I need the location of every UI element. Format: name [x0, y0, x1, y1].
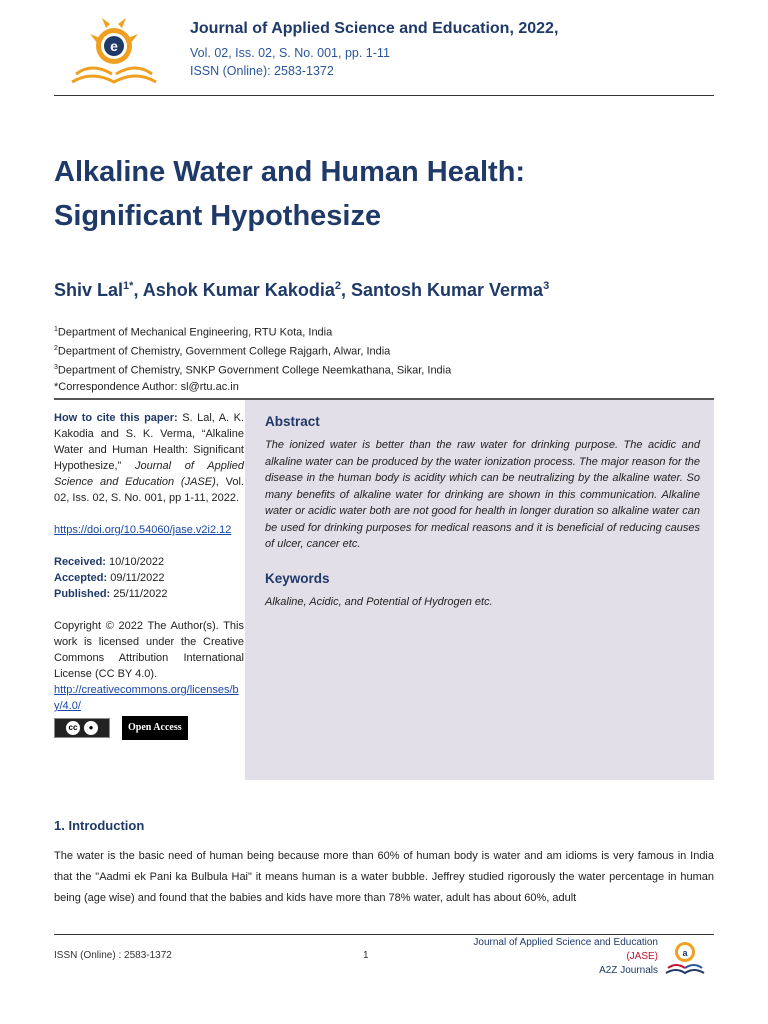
a2z-journals-logo	[664, 938, 706, 976]
footer-divider	[54, 934, 714, 935]
abstract-box	[251, 400, 714, 780]
footer-journal-abbr: (JASE)	[626, 951, 658, 962]
footer-issn: ISSN (Online) : 2583-1372	[54, 950, 172, 961]
doi-link[interactable]: https://doi.org/10.54060/jase.v2i2.12	[54, 524, 232, 536]
open-access-badge: Open Access	[122, 716, 188, 740]
accepted-date: Accepted: 09/11/2022	[54, 572, 165, 584]
issn-info: ISSN (Online): 2583-1372	[190, 64, 334, 78]
abstract-text: The ionized water is better than the raw water for drinking purpose. The acidic and alkaline water can be produced by the water ionization process. The major reason for the disease in the human body is acidity which can be neutralizing by the alkaline water. So many benefits of alkaline water for drinking are shown in this communication. Alkaline water or acidic water both are not good for health in longer duration so alkaline water can be used for drinking purposes for medical reasons and it is beneficial of reducing causes of ulcer, cancer etc.	[265, 439, 700, 550]
journal-logo	[68, 12, 160, 88]
introduction-text: The water is the basic need of human being because more than 60% of human body is water and am idioms is very famous in India that the "Aadmi ek Pani ka Bulbula Hai" it means human is a water bubble. Jeffrey studied rigorously the water percentage in human being (age wise) and found that the babies and kids have more than 78% water, adult has about 60%, adult	[54, 850, 714, 904]
author-name: Santosh Kumar Verma	[350, 280, 544, 300]
paper-title-line2: Significant Hypothesize	[54, 200, 382, 232]
cc-by-badge[interactable]	[54, 718, 110, 738]
author-affil-sup: 1*	[123, 280, 134, 292]
footer-journal-name: Journal of Applied Science and Education	[473, 937, 658, 948]
page-number: 1	[363, 950, 369, 961]
affiliations	[54, 322, 451, 396]
affiliation-item: $^3$Department of Chemistry, SNKP Government College Neemkathana, Sikar, India	[54, 364, 452, 377]
doi-block	[54, 522, 244, 538]
author-name: Shiv Lal	[54, 280, 124, 300]
author-affil-sup: 3	[543, 280, 550, 292]
svg-text:e: e	[110, 38, 118, 54]
license-link[interactable]: http://creativecommons.org/licenses/by/4.0/	[54, 684, 239, 712]
license-badges	[54, 716, 244, 740]
affiliation-item: $^2$Department of Chemistry, Government College Rajgarh, Alwar, India	[54, 345, 391, 358]
copyright-block	[54, 618, 244, 740]
affiliation-item: $^1$Department of Mechanical Engineering, RTU Kota, India	[54, 326, 333, 339]
correspondence-author: *Correspondence Author: sl@rtu.ac.in	[54, 381, 239, 394]
attribution-icon: ●	[84, 721, 98, 735]
author-list: Shiv Lal$^{1*}$, Ashok Kumar Kakodia$^2$, Santosh Kumar Verma$^3$	[54, 280, 550, 300]
abstract-heading: Abstract	[265, 414, 320, 429]
received-date: Received: 10/10/2022	[54, 556, 165, 568]
published-date: Published: 25/11/2022	[54, 588, 168, 600]
header-divider	[54, 95, 714, 96]
volume-info: Vol. 02, Iss. 02, S. No. 001, pp. 1-11	[190, 46, 390, 60]
author-affil-sup: 2	[334, 280, 341, 292]
paper-title-line1: Alkaline Water and Human Health:	[54, 156, 526, 188]
paper-title	[54, 150, 714, 238]
journal-title: Journal of Applied Science and Education, 2022,	[190, 20, 559, 37]
introduction-heading: 1. Introduction	[54, 818, 145, 833]
keywords-heading: Keywords	[265, 570, 330, 586]
how-to-cite: How to cite this paper: S. Lal, A. K. Kakodia and S. K. Verma, “Alkaline Water and Human Health: Significant Hypothesize,” Journal of Applied Science and Education (JASE), Vol. 02, Iss. 02, S. No. 001, pp 1-11, 2022.	[54, 412, 245, 504]
dates-block	[54, 554, 244, 602]
author-name: Ashok Kumar Kakodia	[142, 280, 335, 300]
cc-icon: cc	[66, 721, 80, 735]
footer-journal-info	[473, 936, 658, 978]
footer-publisher: A2Z Journals	[599, 965, 658, 976]
copyright-text: Copyright © 2022 The Author(s). This work is licensed under the Creative Commons Attribution International License (CC BY 4.0).	[54, 620, 244, 680]
svg-text:a: a	[682, 948, 688, 958]
citation-sidebar	[54, 410, 244, 740]
keywords-text: Alkaline, Acidic, and Potential of Hydrogen etc.	[265, 595, 493, 608]
